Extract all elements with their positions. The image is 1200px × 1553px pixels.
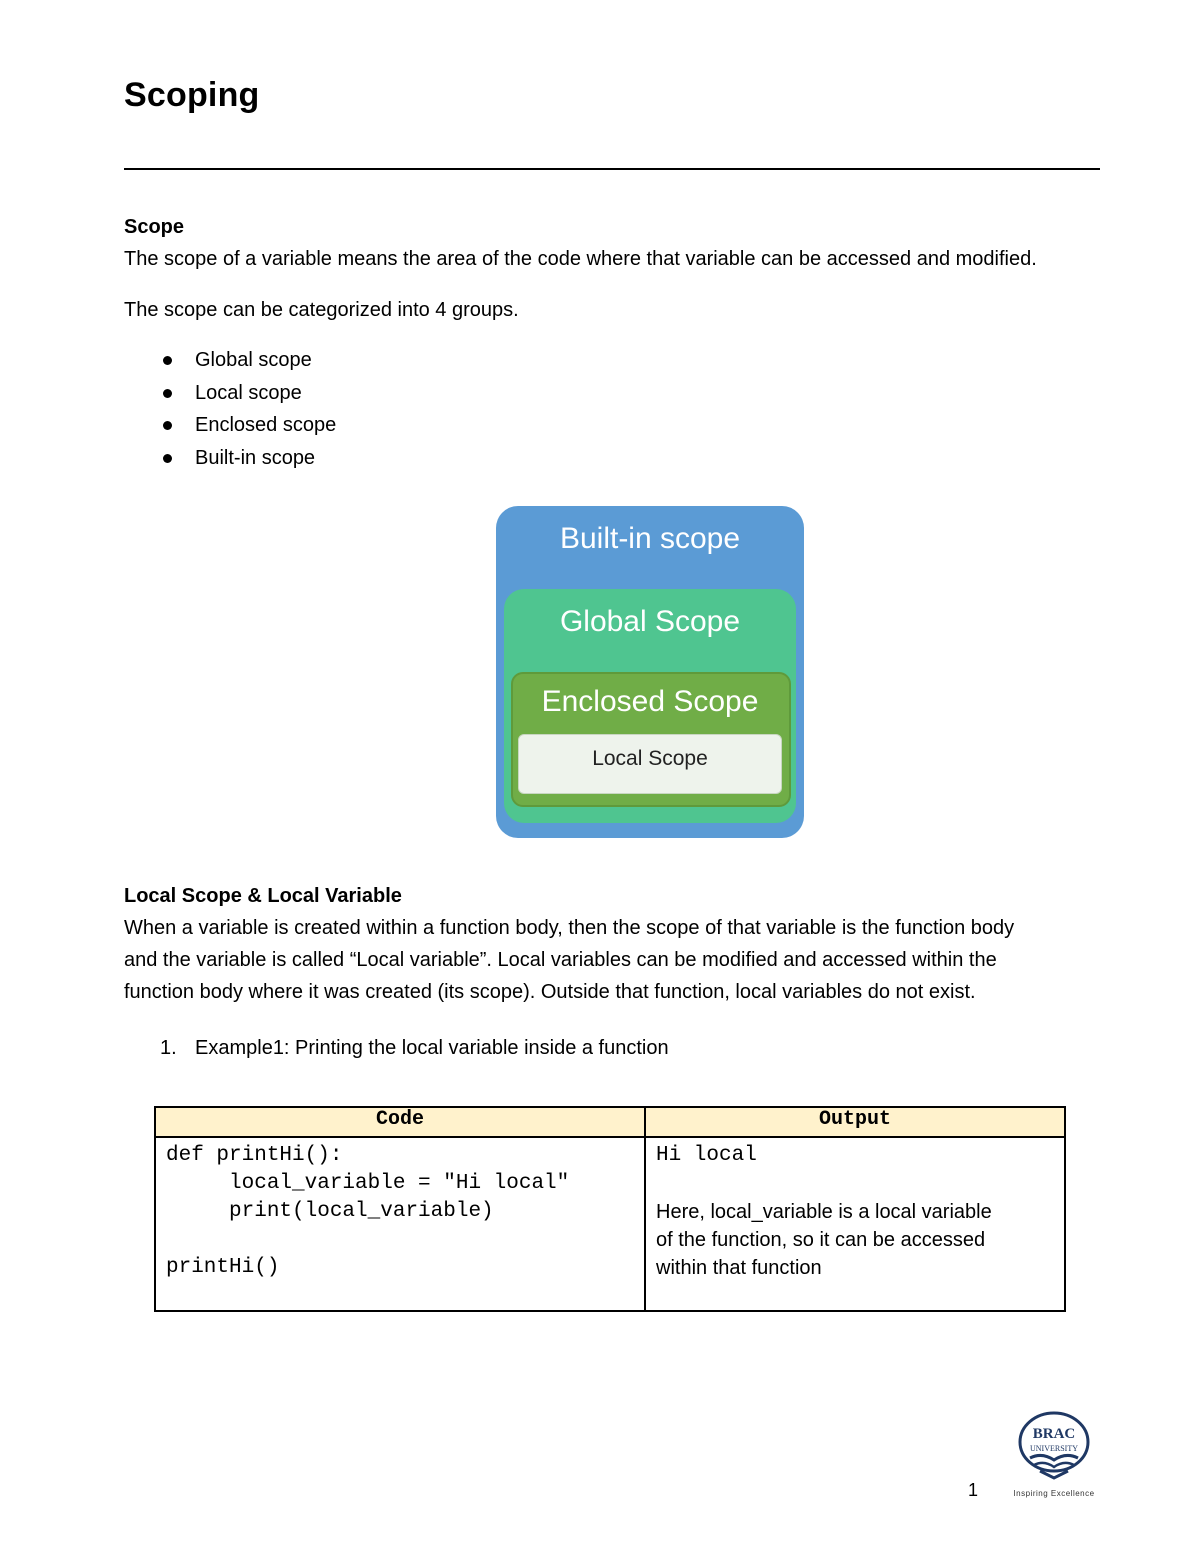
- table-row: [155, 1137, 1065, 1311]
- scope-groups-list: [160, 344, 336, 474]
- code-block: def printHi(): local_variable = "Hi local" print(local_variable) printHi(): [166, 1144, 570, 1279]
- local-scope-paragraph-line: When a variable is created within a function body, then the scope of that variable is the function body: [124, 917, 1015, 939]
- example-number: 1.: [160, 1037, 177, 1059]
- output-explanation-line: within that function: [656, 1257, 822, 1279]
- page-number: 1: [968, 1480, 979, 1500]
- scope-heading: Scope: [124, 216, 185, 238]
- local-scope-paragraph-line: and the variable is called “Local variable”. Local variables can be modified and accessed within the: [124, 949, 997, 971]
- output-explanation-line: Here, local_variable is a local variable: [656, 1201, 992, 1223]
- list-item: Enclosed scope: [160, 409, 336, 442]
- svg-text:Inspiring Excellence: Inspiring Excellence: [1013, 1489, 1095, 1498]
- builtin-scope-label: Built-in scope: [559, 522, 741, 555]
- local-scope-label: Local Scope: [592, 747, 708, 770]
- scope-diagram: [496, 506, 804, 838]
- local-scope-paragraph-line: function body where it was created (its scope). Outside that function, local variables do not exist.: [124, 981, 976, 1003]
- enclosed-scope-label: Enclosed Scope: [541, 685, 759, 718]
- code-column-header: Code: [155, 1107, 645, 1137]
- svg-text:UNIVERSITY: UNIVERSITY: [1030, 1444, 1078, 1453]
- output-explanation: [656, 1198, 1054, 1282]
- output-explanation-line: of the function, so it can be accessed: [656, 1229, 986, 1251]
- global-scope-label: Global Scope: [559, 605, 741, 638]
- example-table: [154, 1106, 1066, 1312]
- scope-definition: The scope of a variable means the area of the code where that variable can be accessed and modified.: [124, 248, 1037, 270]
- local-scope-heading: Local Scope & Local Variable: [124, 885, 402, 907]
- example-title: Example1: Printing the local variable inside a function: [195, 1037, 669, 1059]
- svg-text:BRAC: BRAC: [1032, 1426, 1076, 1442]
- title-divider: [124, 168, 1100, 170]
- list-item: Local scope: [160, 377, 336, 410]
- list-item: Built-in scope: [160, 442, 336, 475]
- brac-university-logo: [1006, 1408, 1106, 1500]
- output-cell: [645, 1137, 1065, 1311]
- scope-intro: The scope can be categorized into 4 groups.: [124, 299, 519, 321]
- list-item: Global scope: [160, 344, 336, 377]
- table-header-row: [155, 1107, 1065, 1137]
- page-title: Scoping: [124, 76, 260, 114]
- output-column-header: Output: [645, 1107, 1065, 1137]
- output-value: Hi local: [656, 1144, 757, 1167]
- code-cell: [155, 1137, 645, 1311]
